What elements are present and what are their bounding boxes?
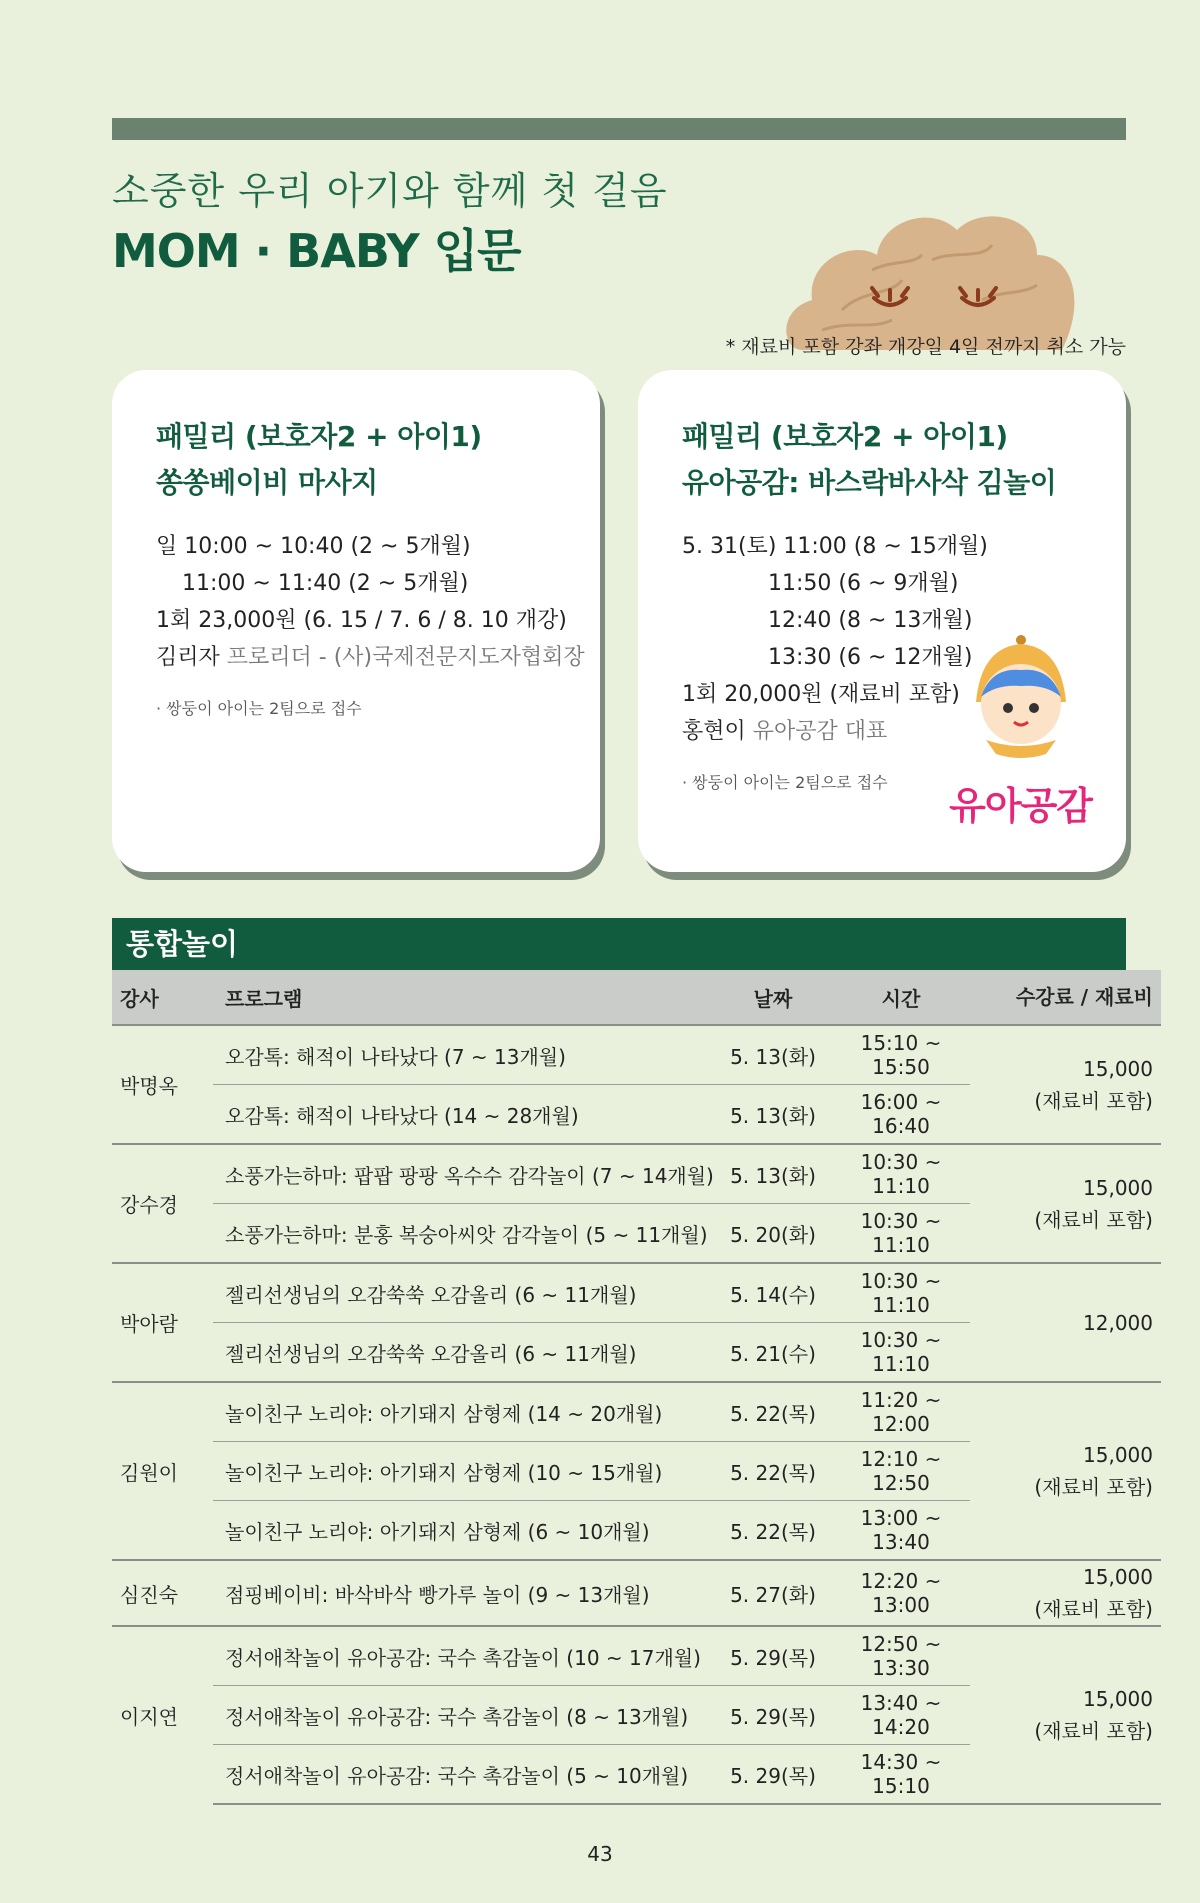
fee-cell bbox=[970, 1263, 1161, 1382]
time-cell: 13:40 ~ 14:20 bbox=[832, 1686, 970, 1745]
table-row bbox=[112, 1382, 1161, 1442]
card-schedule-line: 11:50 (6 ~ 9개월) bbox=[768, 571, 959, 596]
program-cell: 오감톡: 해적이 나타났다 (14 ~ 28개월) bbox=[213, 1085, 714, 1145]
page-number: 43 bbox=[587, 1842, 613, 1866]
time-cell: 16:00 ~ 16:40 bbox=[832, 1085, 970, 1145]
time-cell: 15:10 ~ 15:50 bbox=[832, 1025, 970, 1085]
instructor-cell: 박아람 bbox=[112, 1263, 213, 1382]
time-cell: 12:10 ~ 12:50 bbox=[832, 1442, 970, 1501]
time-cell: 11:20 ~ 12:00 bbox=[832, 1382, 970, 1442]
card-schedule-line: 5. 31(토) 11:00 (8 ~ 15개월) bbox=[682, 534, 988, 559]
program-cell: 오감톡: 해적이 나타났다 (7 ~ 13개월) bbox=[213, 1025, 714, 1085]
card-price-line: 1회 20,000원 (재료비 포함) bbox=[682, 682, 960, 707]
time-cell: 12:20 ~ 13:00 bbox=[832, 1560, 970, 1626]
date-cell: 5. 22(목) bbox=[714, 1442, 832, 1501]
instructor-role: 유아공감 대표 bbox=[752, 719, 888, 744]
card-title-line2: 쏭쏭베이비 마사지 bbox=[156, 466, 378, 499]
date-cell: 5. 29(목) bbox=[714, 1745, 832, 1805]
date-cell: 5. 27(화) bbox=[714, 1560, 832, 1626]
fee-amount: 15,000 bbox=[1083, 1056, 1153, 1081]
date-cell: 5. 22(목) bbox=[714, 1382, 832, 1442]
date-cell: 5. 29(목) bbox=[714, 1626, 832, 1686]
card-title-line1: 패밀리 (보호자2 + 아이1) bbox=[682, 420, 1008, 453]
date-cell: 5. 13(화) bbox=[714, 1025, 832, 1085]
card-title-line1: 패밀리 (보호자2 + 아이1) bbox=[156, 420, 482, 453]
logo-text: 유아공감 bbox=[949, 784, 1092, 828]
date-cell: 5. 21(수) bbox=[714, 1323, 832, 1383]
fee-note: (재료비 포함) bbox=[1034, 1719, 1153, 1743]
program-cell: 정서애착놀이 유아공감: 국수 촉감놀이 (8 ~ 13개월) bbox=[213, 1686, 714, 1745]
column-header: 시간 bbox=[832, 970, 970, 1025]
fee-cell bbox=[970, 1560, 1161, 1626]
program-cell: 놀이친구 노리야: 아기돼지 삼형제 (10 ~ 15개월) bbox=[213, 1442, 714, 1501]
fee-note: (재료비 포함) bbox=[1034, 1597, 1153, 1621]
header-bar bbox=[112, 118, 1126, 140]
section-title: 통합놀이 bbox=[112, 918, 1126, 970]
program-cell: 젤리선생님의 오감쑥쑥 오감올리 (6 ~ 11개월) bbox=[213, 1263, 714, 1323]
column-header: 수강료 / 재료비 bbox=[970, 970, 1161, 1025]
card-price-line: 1회 23,000원 (6. 15 / 7. 6 / 8. 10 개강) bbox=[156, 608, 567, 633]
instructor-cell: 박명옥 bbox=[112, 1025, 213, 1144]
fee-amount: 15,000 bbox=[1083, 1175, 1153, 1200]
table-row bbox=[112, 1626, 1161, 1686]
page-subtitle: 소중한 우리 아기와 함께 첫 걸음 bbox=[112, 169, 668, 213]
time-cell: 13:00 ~ 13:40 bbox=[832, 1501, 970, 1561]
program-cell: 점핑베이비: 바삭바삭 빵가루 놀이 (9 ~ 13개월) bbox=[213, 1560, 714, 1626]
date-cell: 5. 14(수) bbox=[714, 1263, 832, 1323]
date-cell: 5. 13(화) bbox=[714, 1085, 832, 1145]
mascot-icon bbox=[946, 622, 1096, 782]
program-card-massage bbox=[112, 370, 600, 872]
fee-cell bbox=[970, 1144, 1161, 1263]
table-row bbox=[112, 1560, 1161, 1626]
cloud-illustration-icon bbox=[782, 200, 1082, 350]
instructor-role: 프로리더 - (사)국제전문지도자협회장 bbox=[226, 645, 585, 670]
fee-cell bbox=[970, 1025, 1161, 1144]
fee-amount: 15,000 bbox=[1083, 1443, 1153, 1467]
card-schedule-line: 11:00 ~ 11:40 (2 ~ 5개월) bbox=[182, 571, 469, 596]
time-cell: 10:30 ~ 11:10 bbox=[832, 1323, 970, 1383]
card-instructor bbox=[156, 639, 585, 676]
program-cell: 놀이친구 노리야: 아기돼지 삼형제 (6 ~ 10개월) bbox=[213, 1501, 714, 1561]
date-cell: 5. 13(화) bbox=[714, 1144, 832, 1204]
program-card-seaweed bbox=[638, 370, 1126, 872]
program-cell: 젤리선생님의 오감쑥쑥 오감올리 (6 ~ 11개월) bbox=[213, 1323, 714, 1383]
program-cell: 정서애착놀이 유아공감: 국수 촉감놀이 (5 ~ 10개월) bbox=[213, 1745, 714, 1805]
instructor-cell: 김원이 bbox=[112, 1382, 213, 1560]
fee-note: (재료비 포함) bbox=[1034, 1207, 1153, 1232]
date-cell: 5. 22(목) bbox=[714, 1501, 832, 1561]
fee-note: (재료비 포함) bbox=[1034, 1088, 1153, 1113]
table-row bbox=[112, 1025, 1161, 1085]
fee-amount: 12,000 bbox=[1083, 1310, 1153, 1335]
instructor-cell: 심진숙 bbox=[112, 1560, 213, 1626]
fee-cell bbox=[970, 1626, 1161, 1804]
program-cell: 정서애착놀이 유아공감: 국수 촉감놀이 (10 ~ 17개월) bbox=[213, 1626, 714, 1686]
table-row bbox=[112, 1144, 1161, 1204]
column-header: 강사 bbox=[112, 970, 213, 1025]
fee-amount: 15,000 bbox=[1083, 1687, 1153, 1711]
cancellation-note: * 재료비 포함 강좌 개강일 4일 전까지 취소 가능 bbox=[725, 336, 1126, 358]
column-header: 날짜 bbox=[714, 970, 832, 1025]
program-cell: 소풍가는하마: 분홍 복숭아씨앗 감각놀이 (5 ~ 11개월) bbox=[213, 1204, 714, 1264]
instructor-cell: 이지연 bbox=[112, 1626, 213, 1804]
time-cell: 10:30 ~ 11:10 bbox=[832, 1263, 970, 1323]
card-title-line2: 유아공감: 바스락바사삭 김놀이 bbox=[682, 466, 1057, 499]
time-cell: 14:30 ~ 15:10 bbox=[832, 1745, 970, 1805]
date-cell: 5. 29(목) bbox=[714, 1686, 832, 1745]
page-title: MOM · BABY 입문 bbox=[112, 224, 521, 278]
fee-cell bbox=[970, 1382, 1161, 1560]
card-schedule-line: 13:30 (6 ~ 12개월) bbox=[768, 645, 973, 670]
fee-amount: 15,000 bbox=[1083, 1565, 1153, 1589]
table-row bbox=[112, 1263, 1161, 1323]
card-small-note: · 쌍둥이 아이는 2팀으로 접수 bbox=[156, 699, 362, 718]
fee-note: (재료비 포함) bbox=[1034, 1475, 1153, 1499]
program-cell: 소풍가는하마: 팝팝 팡팡 옥수수 감각놀이 (7 ~ 14개월) bbox=[213, 1144, 714, 1204]
date-cell: 5. 20(화) bbox=[714, 1204, 832, 1264]
card-schedule-line: 12:40 (8 ~ 13개월) bbox=[768, 608, 973, 633]
instructor-name: 김리자 bbox=[156, 645, 220, 670]
card-small-note: · 쌍둥이 아이는 2팀으로 접수 bbox=[682, 773, 888, 792]
program-cell: 놀이친구 노리야: 아기돼지 삼형제 (14 ~ 20개월) bbox=[213, 1382, 714, 1442]
instructor-cell: 강수경 bbox=[112, 1144, 213, 1263]
time-cell: 10:30 ~ 11:10 bbox=[832, 1144, 970, 1204]
card-schedule-line: 일 10:00 ~ 10:40 (2 ~ 5개월) bbox=[156, 534, 471, 559]
time-cell: 10:30 ~ 11:10 bbox=[832, 1204, 970, 1264]
column-header: 프로그램 bbox=[213, 970, 714, 1025]
instructor-name: 홍현이 bbox=[682, 719, 746, 744]
table-header-row bbox=[112, 970, 1161, 1025]
time-cell: 12:50 ~ 13:30 bbox=[832, 1626, 970, 1686]
schedule-table bbox=[112, 970, 1161, 1805]
